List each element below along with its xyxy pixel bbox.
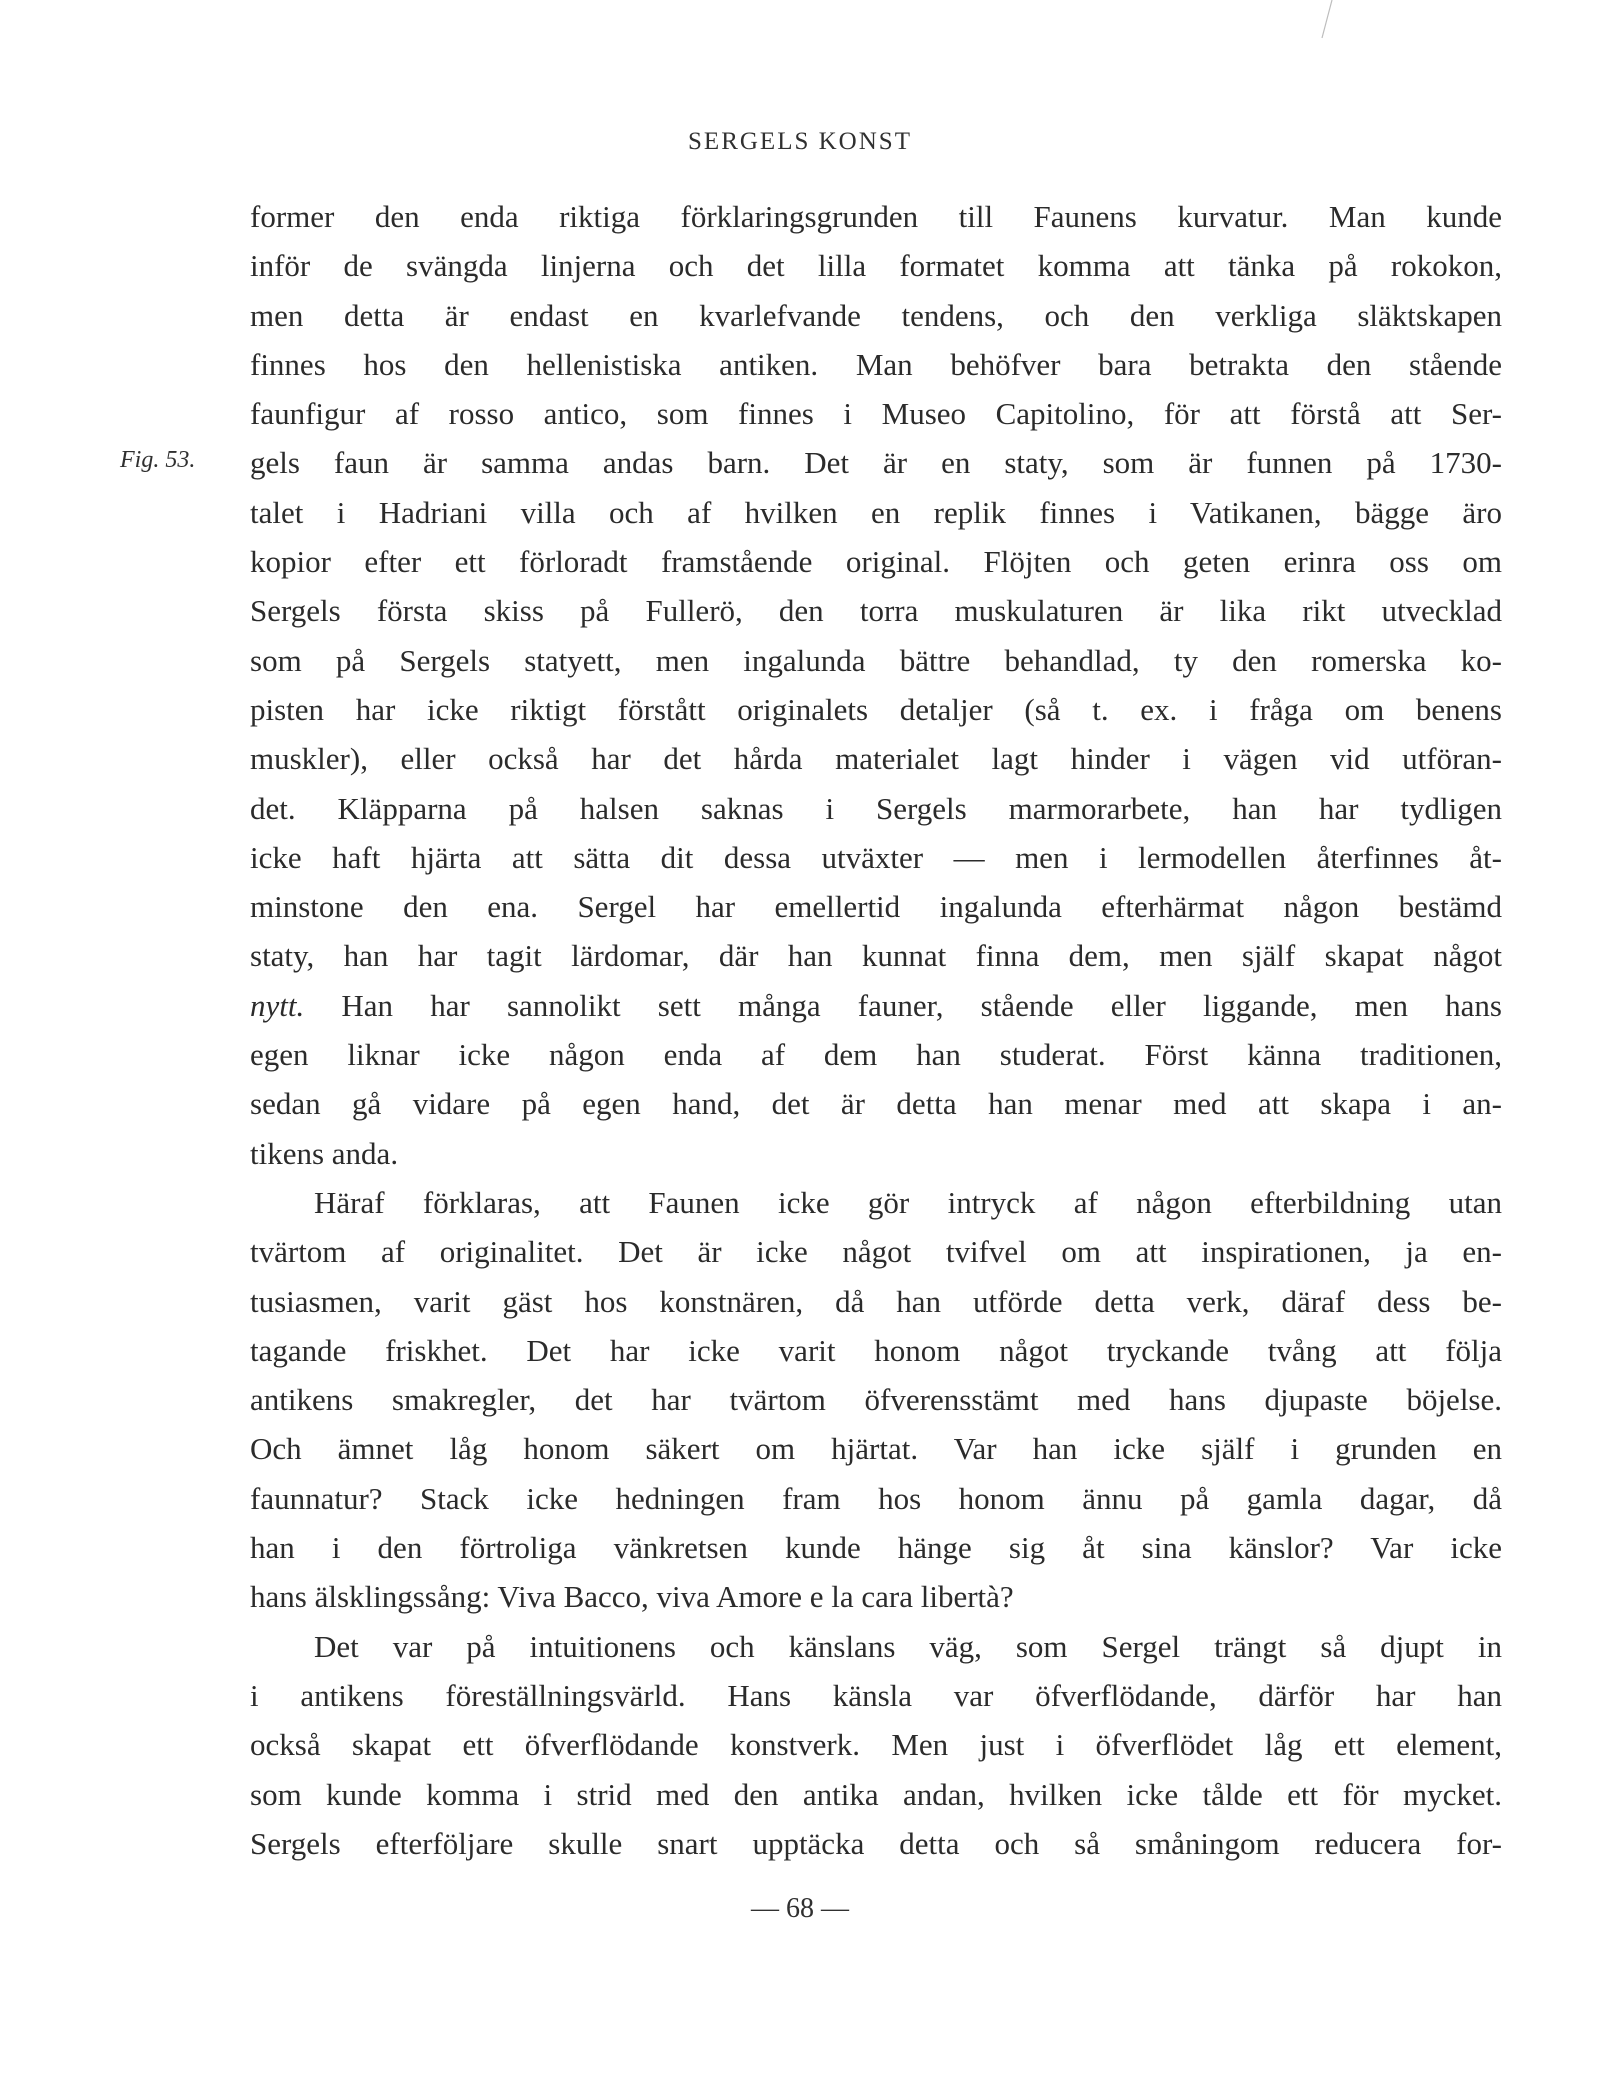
text-line: han i den förtroliga vänkretsen kunde hänge sig åt sina känslor? Var icke [250,1530,1502,1566]
text-line: men detta är endast en kvarlefvande tendens, och den verkliga släktskapen [250,297,1502,333]
text-line: icke haft hjärta att sätta dit dessa utväxter — men i lermodellen återfinnes åt- [250,839,1502,875]
text-line: Sergels efterföljare skulle snart upptäcka detta och så småningom reducera for- [250,1825,1502,1861]
text-line: som kunde komma i strid med den antika andan, hvilken icke tålde ett för mycket. [250,1776,1502,1812]
text-line: Sergels första skiss på Fullerö, den torra muskulaturen är lika rikt utvecklad [250,593,1502,629]
text-line-rest: Han har sannolikt sett många fauner, stående eller liggande, men hans [304,987,1502,1023]
text-line: hans älsklingssång: Viva Bacco, viva Amore e la cara libertà? [250,1579,1014,1615]
text-line: staty, han har tagit lärdomar, där han kunnat finna dem, men själf skapat något [250,938,1502,974]
text-line: pisten har icke riktigt förstått originalets detaljer (så t. ex. i fråga om benens [250,691,1502,727]
text-line: faunfigur af rosso antico, som finnes i Museo Capitolino, för att förstå att Ser- [250,396,1502,432]
text-line: också skapat ett öfverflödande konstverk. Men just i öfverflödet låg ett element, [250,1727,1502,1763]
text-line: det. Kläpparna på halsen saknas i Sergels marmorarbete, han har tydligen [250,790,1502,826]
scan-artifact-mark [1318,0,1334,40]
text-line: inför de svängda linjerna och det lilla formatet komma att tänka på rokokon, [250,248,1502,284]
text-line: tvärtom af originalitet. Det är icke något tvifvel om att inspirationen, ja en- [250,1234,1502,1270]
body-text [250,192,1502,1868]
text-line: Häraf förklaras, att Faunen icke gör intryck af någon efterbildning utan [314,1184,1502,1220]
figure-reference: Fig. 53. [120,447,196,473]
text-line: gels faun är samma andas barn. Det är en staty, som är funnen på 1730- [250,445,1502,481]
running-title: SERGELS KONST [688,128,912,155]
text-line: i antikens föreställningsvärld. Hans känsla var öfverflödande, därför har han [250,1677,1502,1713]
text-line: tusiasmen, varit gäst hos konstnären, då han utförde detta verk, däraf dess be- [250,1283,1502,1319]
text-line: finnes hos den hellenistiska antiken. Man behöfver bara betrakta den stående [250,346,1502,382]
text-line: sedan gå vidare på egen hand, det är detta han menar med att skapa i an- [250,1086,1502,1122]
text-line: minstone den ena. Sergel har emellertid ingalunda efterhärmat någon bestämd [250,889,1502,925]
text-line: kopior efter ett förloradt framstående original. Flöjten och geten erinra oss om [250,544,1502,580]
text-line-with-italic [250,981,1502,1030]
text-line: tikens anda. [250,1135,399,1171]
page-number: — 68 — [751,1893,849,1924]
text-line: tagande friskhet. Det har icke varit honom något tryckande tvång att följa [250,1332,1502,1368]
text-line: antikens smakregler, det har tvärtom öfverensstämt med hans djupaste böjelse. [250,1382,1502,1418]
text-line: former den enda riktiga förklaringsgrunden till Faunens kurvatur. Man kunde [250,199,1502,234]
text-line: faunnatur? Stack icke hedningen fram hos honom ännu på gamla dagar, då [250,1480,1502,1516]
text-line: Det var på intuitionens och känslans väg, som Sergel trängt så djupt in [314,1628,1502,1664]
text-line: som på Sergels statyett, men ingalunda bättre behandlad, ty den romerska ko- [250,642,1502,678]
text-line: egen liknar icke någon enda af dem han studerat. Först känna traditionen, [250,1037,1502,1073]
italic-word: nytt. [250,987,305,1023]
text-line: muskler), eller också har det hårda materialet lagt hinder i vägen vid utföran- [250,741,1502,777]
text-line: Och ämnet låg honom säkert om hjärtat. Var han icke själf i grunden en [250,1431,1502,1467]
text-line: talet i Hadriani villa och af hvilken en replik finnes i Vatikanen, bägge äro [250,494,1502,530]
